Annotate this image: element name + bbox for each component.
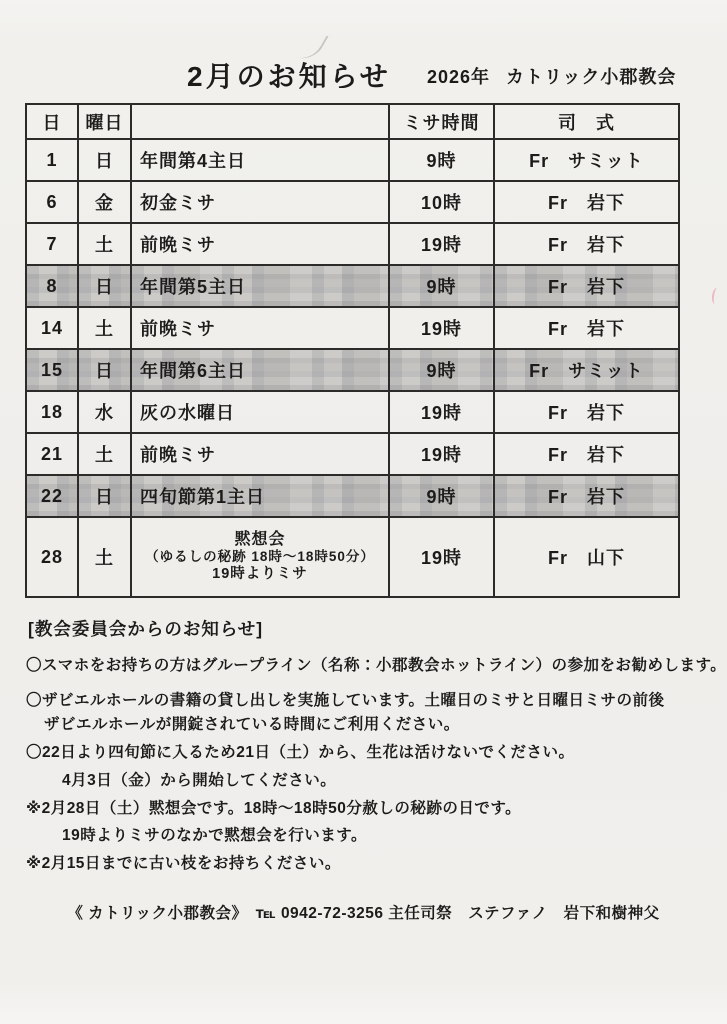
notice-line: ※2月15日までに古い枝をお持ちください。 xyxy=(26,855,341,872)
mass-time-cell: 9時 xyxy=(389,475,494,517)
event-line-3: 19時よりミサ xyxy=(212,566,308,583)
celebrant-cell: Fr 岩下 xyxy=(494,265,679,307)
mass-time-cell: 19時 xyxy=(389,223,494,265)
celebrant-cell: Fr 山下 xyxy=(494,517,679,597)
event-cell: 初金ミサ xyxy=(131,181,389,223)
celebrant-cell: Fr 岩下 xyxy=(494,223,679,265)
day-cell: 28 xyxy=(26,517,78,597)
day-cell: 7 xyxy=(26,223,78,265)
event-cell: 年間第5主日 xyxy=(131,265,389,307)
weekday-cell: 金 xyxy=(78,181,131,223)
weekday-cell: 日 xyxy=(78,349,131,391)
notice-line: 〇22日より四旬節に入るため21日（土）から、生花は活けないでください。 xyxy=(26,744,575,761)
table-row xyxy=(26,223,679,265)
celebrant-cell: Fr サミット xyxy=(494,349,679,391)
mass-time-cell: 10時 xyxy=(389,181,494,223)
mass-time-cell: 19時 xyxy=(389,433,494,475)
event-cell: 四旬節第1主日 xyxy=(131,475,389,517)
notices-heading: [教会委員会からのお知らせ] xyxy=(28,619,264,639)
table-row xyxy=(26,349,679,391)
table-row xyxy=(26,139,679,181)
notice-line: 〇スマホをお持ちの方はグループライン（名称：小郡教会ホットライン）の参加をお勧めします。 xyxy=(26,657,727,674)
document-header xyxy=(0,55,727,99)
celebrant-cell: Fr 岩下 xyxy=(494,475,679,517)
mass-time-cell: 9時 xyxy=(389,265,494,307)
day-cell: 14 xyxy=(26,307,78,349)
page-subtitle xyxy=(427,63,676,89)
table-header-row xyxy=(26,104,679,139)
mass-time-cell: 19時 xyxy=(389,307,494,349)
weekday-cell: 土 xyxy=(78,517,131,597)
mass-time-cell: 19時 xyxy=(389,391,494,433)
header-weekday: 曜日 xyxy=(78,104,131,139)
notice-line: 4月3日（金）から開始してください。 xyxy=(62,772,337,789)
contact-footer: 《 カトリック小郡教会》 ℡ 0942-72-3256 主任司祭 ステファノ 岩下和樹神父 xyxy=(67,905,660,922)
table-row xyxy=(26,181,679,223)
event-cell: 年間第4主日 xyxy=(131,139,389,181)
event-cell: 前晩ミサ xyxy=(131,307,389,349)
mass-time-cell: 9時 xyxy=(389,349,494,391)
table-row xyxy=(26,391,679,433)
day-cell: 1 xyxy=(26,139,78,181)
event-cell xyxy=(131,517,389,597)
weekday-cell: 水 xyxy=(78,391,131,433)
celebrant-cell: Fr 岩下 xyxy=(494,181,679,223)
table-row xyxy=(26,517,679,597)
event-cell: 年間第6主日 xyxy=(131,349,389,391)
header-mass-time: ミサ時間 xyxy=(389,104,494,139)
event-line-1: 黙想会 xyxy=(234,530,286,548)
weekday-cell: 土 xyxy=(78,307,131,349)
day-cell: 15 xyxy=(26,349,78,391)
year-label: 2026年 xyxy=(427,67,491,87)
day-cell: 6 xyxy=(26,181,78,223)
weekday-cell: 日 xyxy=(78,475,131,517)
day-cell: 18 xyxy=(26,391,78,433)
celebrant-cell: Fr 岩下 xyxy=(494,433,679,475)
header-celebrant: 司 式 xyxy=(494,104,679,139)
table-row xyxy=(26,265,679,307)
notice-line: 19時よりミサのなかで黙想会を行います。 xyxy=(62,827,368,844)
notice-line: 〇ザビエルホールの書籍の貸し出しを実施しています。土曜日のミサと日曜日ミサの前後 xyxy=(26,692,665,709)
event-line-2: （ゆるしの秘跡 18時～18時50分） xyxy=(145,549,375,565)
church-name-label: カトリック小郡教会 xyxy=(506,67,677,87)
weekday-cell: 日 xyxy=(78,265,131,307)
notice-line: ※2月28日（土）黙想会です。18時～18時50分赦しの秘跡の日です。 xyxy=(26,800,522,817)
celebrant-cell: Fr 岩下 xyxy=(494,391,679,433)
mass-schedule-table xyxy=(25,103,680,598)
event-cell: 灰の水曜日 xyxy=(131,391,389,433)
day-cell: 8 xyxy=(26,265,78,307)
scan-pen-mark-artifact xyxy=(711,288,721,305)
weekday-cell: 土 xyxy=(78,223,131,265)
header-day: 日 xyxy=(26,104,78,139)
day-cell: 21 xyxy=(26,433,78,475)
page-title: 2月のお知らせ xyxy=(187,61,391,92)
table-row xyxy=(26,475,679,517)
celebrant-cell: Fr 岩下 xyxy=(494,307,679,349)
weekday-cell: 日 xyxy=(78,139,131,181)
day-cell: 22 xyxy=(26,475,78,517)
table-row xyxy=(26,307,679,349)
celebrant-cell: Fr サミット xyxy=(494,139,679,181)
event-cell: 前晩ミサ xyxy=(131,223,389,265)
event-cell: 前晩ミサ xyxy=(131,433,389,475)
weekday-cell: 土 xyxy=(78,433,131,475)
header-event xyxy=(131,104,389,139)
mass-time-cell: 19時 xyxy=(389,517,494,597)
mass-time-cell: 9時 xyxy=(389,139,494,181)
table-row xyxy=(26,433,679,475)
notice-line: ザビエルホールが開錠されている時間にご利用ください。 xyxy=(44,716,460,733)
